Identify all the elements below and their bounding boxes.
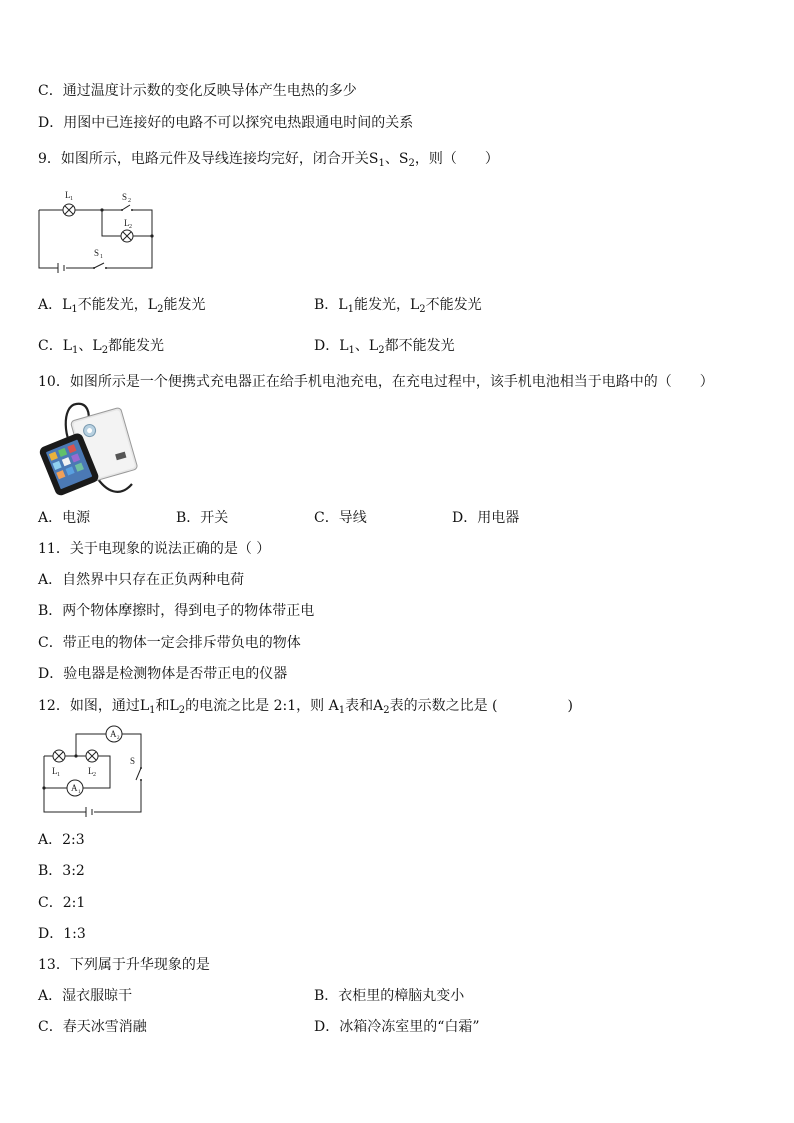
q9-option-b	[314, 296, 482, 314]
q9-option-d	[314, 337, 455, 355]
label-l1-sub: 1	[70, 196, 73, 202]
q12-stem	[38, 697, 573, 715]
switch-s1-blade	[94, 263, 104, 268]
subscript: 2	[157, 304, 164, 315]
q11-option-b: B．两个物体摩擦时，得到电子的物体带正电	[38, 603, 315, 619]
q9-stem-part: 9．如图所示，电路元件及导线连接均完好，闭合开关S	[38, 151, 379, 167]
q12-stem-part: 和L	[155, 698, 179, 714]
q10-stem: 10．如图所示是一个便携式充电器正在给手机电池充电，在充电过程中，该手机电池相当于电路中的（ ）	[38, 374, 714, 390]
label-l1: L	[65, 190, 71, 200]
opt-text: A．L	[38, 297, 72, 313]
q13-option-b: B．衣柜里的樟脑丸变小	[314, 988, 465, 1004]
q12-option-b: B．3:2	[38, 863, 85, 879]
label-s1-sub: 1	[100, 254, 103, 260]
q11-option-d: D．验电器是检测物体是否带正电的仪器	[38, 666, 288, 682]
svg-text:2: 2	[117, 736, 120, 741]
label-l2: L	[124, 218, 130, 228]
q10-option-a: A．电源	[38, 510, 91, 526]
label-l1: L	[52, 766, 58, 776]
label-s1: S	[94, 248, 100, 258]
subscript: 2	[383, 705, 390, 716]
junction-dot	[42, 786, 45, 789]
q13-option-d: D．冰箱冷冻室里的“白霜”	[314, 1019, 480, 1035]
subscript: 2	[408, 158, 415, 169]
label-l2: L	[88, 766, 94, 776]
q9-circuit-diagram	[34, 188, 158, 274]
subscript: 1	[338, 705, 346, 716]
battery	[58, 263, 64, 273]
junction-dot	[74, 754, 77, 757]
svg-text:1: 1	[78, 790, 81, 795]
q13-option-c: C．春天冰雪消融	[38, 1019, 147, 1035]
opt-text: D．L	[314, 338, 349, 354]
q9-stem-part: ，则（ ）	[414, 151, 499, 167]
q12-stem-part: 的电流之比是 2:1，则 A	[185, 698, 339, 714]
q12-circuit-diagram	[38, 724, 148, 816]
q9-stem-part: 、S	[384, 151, 409, 167]
q8-option-c: C．通过温度计示数的变化反映导体产生电热的多少	[38, 83, 357, 99]
subscript: 1	[347, 304, 354, 315]
q10-option-d: D．用电器	[452, 510, 520, 526]
opt-text: 都不能发光	[384, 338, 455, 354]
subscript: 2	[178, 705, 186, 716]
q13-stem: 13．下列属于升华现象的是	[38, 957, 210, 973]
q12-option-a: A．2:3	[38, 832, 85, 848]
q13-option-a: A．湿衣服晾干	[38, 988, 133, 1004]
subscript: 1	[348, 345, 355, 356]
switch-s2-blade	[122, 205, 130, 210]
label-a1: A	[71, 783, 78, 793]
opt-text: B．L	[314, 297, 348, 313]
opt-text: 能发光	[163, 297, 206, 313]
switch-s-blade	[136, 768, 141, 780]
q12-stem-part: 12．如图，通过L	[38, 698, 150, 714]
label-s2-sub: 2	[128, 198, 131, 204]
subscript: 1	[378, 158, 385, 169]
q12-option-d: D．1:3	[38, 926, 86, 942]
q10-option-b: B．开关	[176, 510, 229, 526]
label-l2-sub: 2	[129, 224, 132, 230]
q12-stem-part: 表和A	[345, 698, 384, 714]
subscript: 1	[149, 705, 156, 716]
opt-text: C．L	[38, 338, 73, 354]
label-l2-sub: 2	[93, 772, 96, 778]
opt-text: 能发光，L	[353, 297, 420, 313]
opt-text: 不能发光，L	[77, 297, 158, 313]
q11-option-a: A．自然界中只存在正负两种电荷	[38, 572, 245, 588]
q12-stem-part: 表的示数之比是 ( )	[389, 698, 573, 714]
opt-text: 、L	[354, 338, 379, 354]
subscript: 1	[72, 345, 79, 356]
q9-stem	[38, 150, 499, 168]
phone-charger-photo	[36, 396, 140, 500]
q10-option-c: C．导线	[314, 510, 367, 526]
q12-option-c: C．2:1	[38, 895, 86, 911]
subscript: 2	[419, 304, 426, 315]
junction-dot	[150, 234, 153, 237]
battery	[86, 807, 92, 817]
q9-option-c	[38, 337, 164, 355]
label-l1-sub: 1	[57, 772, 60, 778]
q9-option-a	[38, 296, 205, 314]
label-s: S	[130, 756, 136, 766]
q11-option-c: C．带正电的物体一定会排斥带负电的物体	[38, 635, 301, 651]
opt-text: 都能发光	[108, 338, 165, 354]
label-s2: S	[122, 192, 128, 202]
q8-option-d: D．用图中已连接好的电路不可以探究电热跟通电时间的关系	[38, 115, 414, 131]
opt-text: 不能发光	[425, 297, 482, 313]
label-a2: A	[110, 729, 117, 739]
subscript: 2	[378, 345, 385, 356]
subscript: 2	[101, 345, 109, 356]
opt-text: 、L	[78, 338, 102, 354]
subscript: 1	[71, 304, 78, 315]
q11-stem: 11．关于电现象的说法正确的是（ ）	[38, 541, 271, 557]
